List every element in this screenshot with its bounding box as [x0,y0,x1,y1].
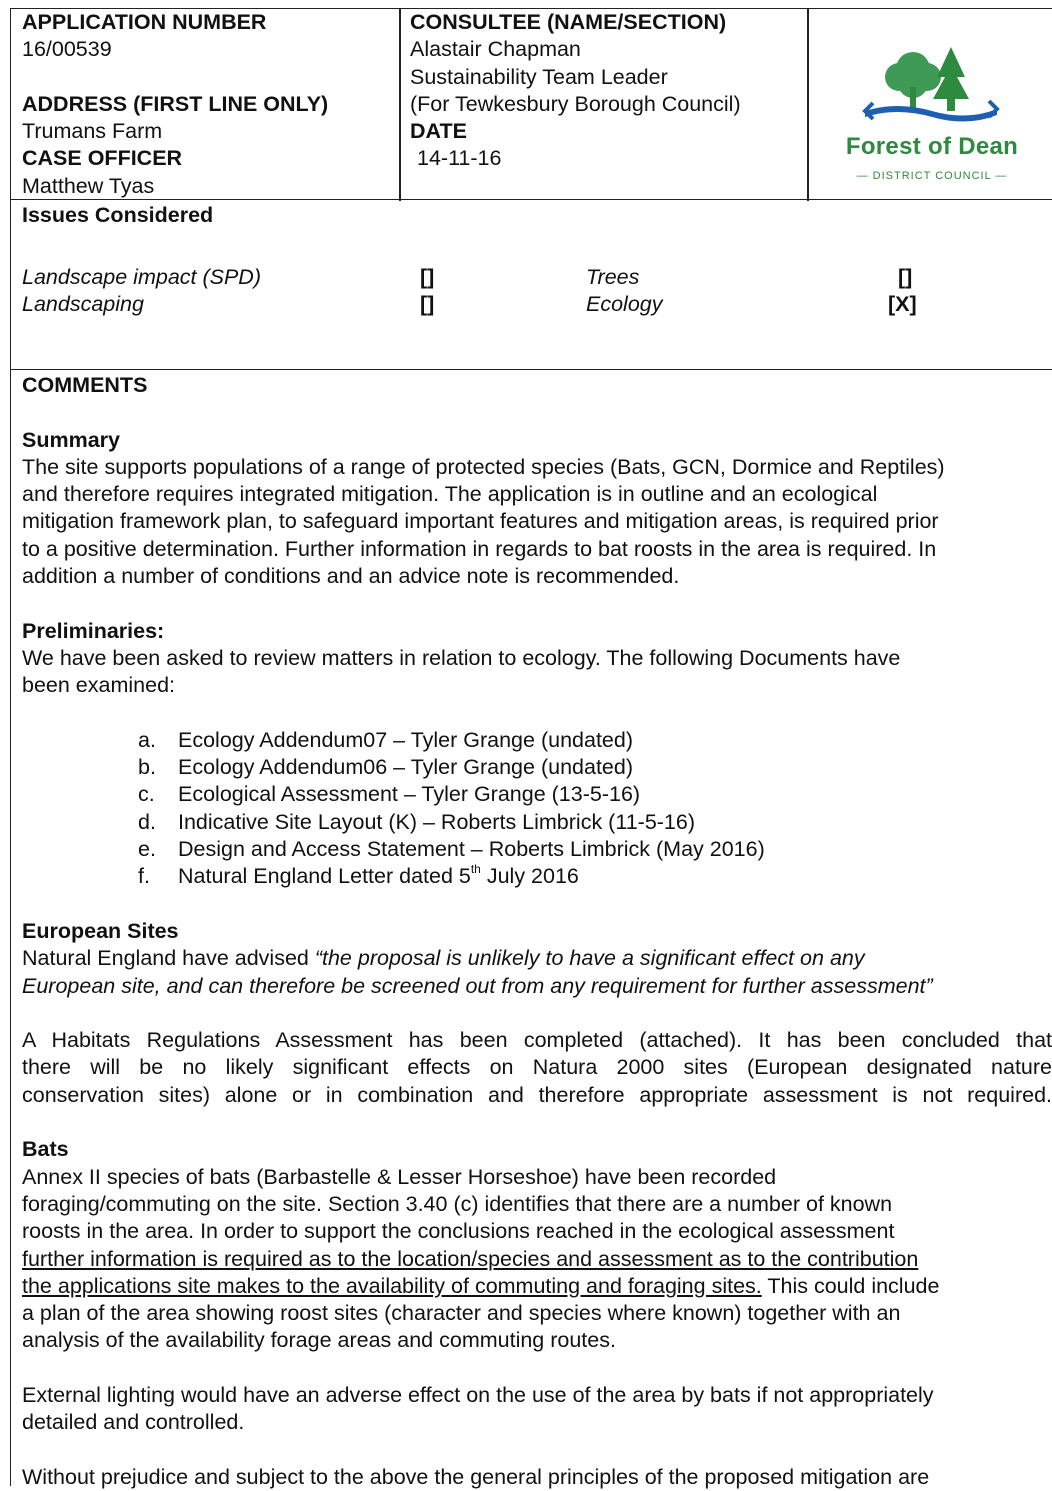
list-text: Ecology Addendum07 – Tyler Grange (undated) [178,727,633,752]
bats-line: analysis of the availability forage areas and commuting routes. [22,1328,616,1353]
issue-trees: Trees [586,265,640,289]
bats-line: roosts in the area. In order to support the conclusions reached in the ecological assessment [22,1219,895,1244]
issue-landscape-impact: Landscape impact (SPD) [22,265,261,289]
date-label: DATE [410,119,467,144]
list-letter: d. [138,809,156,834]
header-table [10,8,1052,200]
summary-heading: Summary [22,427,120,452]
hra-line: conservation sites) alone or in combination and therefore appropriate assessment is not required. [22,1082,1052,1107]
logo-subtitle: — DISTRICT COUNCIL — [856,170,1008,182]
issue-ecology-checkbox[interactable]: [X] [888,292,917,316]
issue-landscape-impact-checkbox[interactable]: [] [420,265,435,289]
tree-logo-icon [837,37,1027,133]
european-sites-text: Natural England have advised [22,946,315,971]
list-text: Design and Access Statement – Roberts Limbrick (May 2016) [178,837,765,862]
summary-line: The site supports populations of a range of protected species (Bats, GCN, Dormice and Reptiles) [22,454,945,479]
list-letter: a. [138,727,156,752]
bats-heading: Bats [22,1137,69,1162]
hra-line: A Habitats Regulations Assessment has been completed (attached). It has been concluded that [22,1028,1052,1053]
case-officer-value: Matthew Tyas [22,173,155,198]
bats-line [22,1273,1052,1300]
application-column [22,9,397,200]
comments-title: COMMENTS [22,373,148,397]
bats-underlined-line: further information is required as to the location/species and assessment as to the contribution [22,1246,919,1271]
issue-trees-checkbox[interactable]: [] [898,265,913,289]
consultee-name: Alastair Chapman [410,37,581,62]
document-page [10,8,1052,1489]
column-divider [399,9,401,201]
documents-list [22,727,1052,891]
logo-title: Forest of Dean [845,133,1019,160]
bats-text: This could include [761,1273,940,1298]
natural-england-quote: European site, and can therefore be screened out from any requirement for further assessment” [22,973,933,998]
list-item [138,809,1052,836]
column-divider [807,9,809,201]
list-letter: f. [138,864,150,889]
list-text: Ecology Addendum06 – Tyler Grange (undated) [178,755,633,780]
issues-title: Issues Considered [22,203,214,227]
preliminaries-heading: Preliminaries: [22,618,165,643]
list-item [138,727,1052,754]
consultee-role: Sustainability Team Leader [410,64,668,89]
hra-line: there will be no likely significant effects on Natura 2000 sites (European designated nature [22,1055,1052,1080]
european-sites-line [22,945,1052,972]
preliminaries-line: We have been asked to review matters in relation to ecology. The following Documents have [22,645,901,670]
summary-line: to a positive determination. Further information in regards to bat roosts in the area is required. In [22,536,937,561]
issue-ecology: Ecology [586,292,663,316]
list-item [138,781,1052,808]
issues-section [10,200,1052,370]
bats-line: foraging/commuting on the site. Section 3.40 (c) identifies that there are a number of known [22,1191,893,1216]
natural-england-quote: “the proposal is unlikely to have a significant effect on any [314,946,865,971]
application-number-label: APPLICATION NUMBER [22,10,267,34]
lighting-line: detailed and controlled. [22,1410,245,1435]
council-logo [837,37,1027,187]
consultee-column [410,9,805,173]
summary-line: mitigation framework plan, to safeguard important features and mitigation areas, is required prior [22,509,939,534]
address-label: ADDRESS (FIRST LINE ONLY) [22,91,329,116]
final-line: Without prejudice and subject to the above the general principles of the proposed mitigation are [22,1464,930,1489]
list-letter: e. [138,837,156,862]
european-sites-heading: European Sites [22,918,179,943]
summary-line: and therefore requires integrated mitigation. The application is in outline and an ecological [22,482,878,507]
bats-line: Annex II species of bats (Barbastelle & Lesser Horseshoe) have been recorded [22,1164,777,1189]
bats-underlined-text: the applications site makes to the availability of commuting and foraging sites. [22,1273,762,1298]
list-letter: c. [138,782,155,807]
list-text: Indicative Site Layout (K) – Roberts Limbrick (11-5-16) [178,809,696,834]
list-letter: b. [138,755,156,780]
issue-landscaping-checkbox[interactable]: [] [420,292,435,316]
list-text: Ecological Assessment – Tyler Grange (13-5-16) [178,782,641,807]
comments-body [22,372,1052,1491]
list-item [138,863,1052,890]
consultee-org: (For Tewkesbury Borough Council) [410,91,741,116]
preliminaries-line: been examined: [22,673,175,698]
case-officer-label: CASE OFFICER [22,146,183,171]
summary-line: addition a number of conditions and an advice note is recommended. [22,564,680,589]
issue-landscaping: Landscaping [22,292,144,316]
comments-section [10,370,1052,1489]
consultee-label: CONSULTEE (NAME/SECTION) [410,10,727,34]
superscript: th [470,862,481,877]
list-item [138,754,1052,781]
list-text: July 2016 [480,864,579,889]
bats-line: a plan of the area showing roost sites (character and species where known) together with an [22,1301,901,1326]
list-item [138,836,1052,863]
address-value: Trumans Farm [22,119,163,144]
date-value: 14-11-16 [417,146,502,171]
list-text: Natural England Letter dated 5 [178,864,471,889]
lighting-line: External lighting would have an adverse effect on the use of the area by bats if not appropriately [22,1382,934,1407]
application-number: 16/00539 [22,37,112,62]
